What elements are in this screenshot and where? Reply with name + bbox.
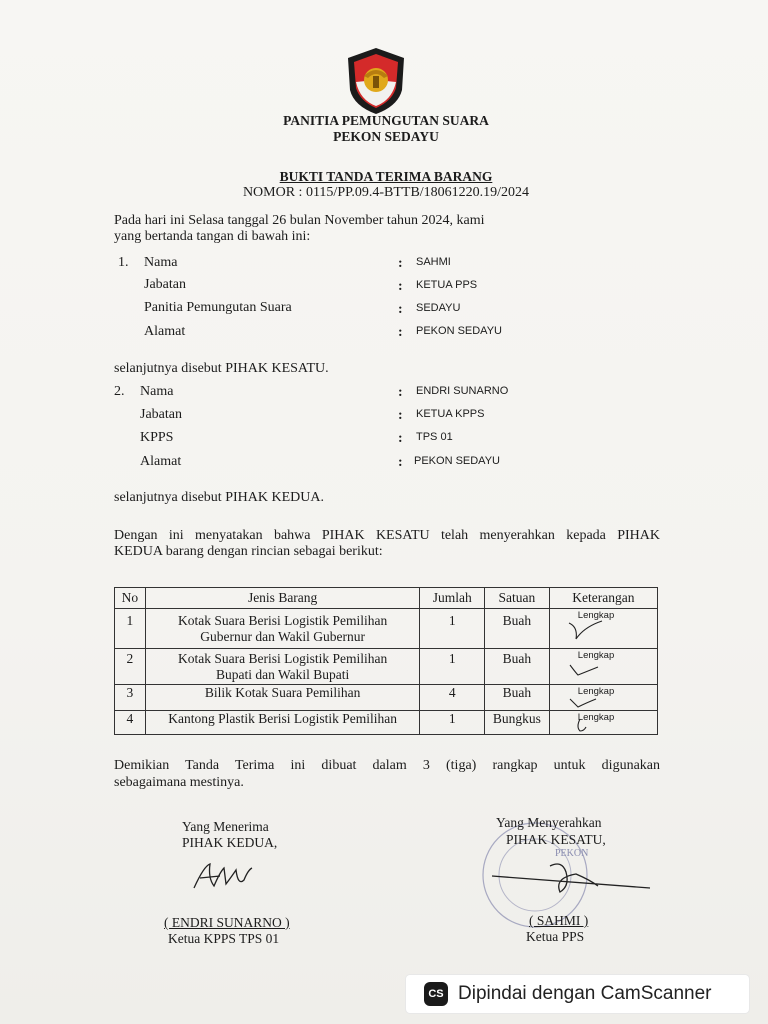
giver-label: Yang Menyerahkan (496, 815, 602, 830)
table-row (115, 649, 658, 685)
handwritten-remark: Lengkap (577, 712, 615, 723)
cell-item-type (145, 711, 420, 735)
cell-unit: Bungkus (485, 711, 550, 735)
statement-line-1: Dengan ini menyatakan bahwa PIHAK KESATU telah menyerahkan kepada PIHAK (114, 528, 660, 543)
party1-name-value: SAHMI (416, 256, 451, 268)
cell-item-type (145, 685, 420, 711)
checkmark-icon (566, 719, 606, 739)
cell-remarks (549, 649, 657, 685)
header-remarks: Keterangan (549, 588, 657, 609)
table-header-row (115, 588, 658, 609)
org-name: PANITIA PEMUNGUTAN SUARA (283, 113, 489, 128)
colon: : (398, 256, 403, 271)
statement-line-2: KEDUA barang dengan rincian sebagai berikut: (114, 544, 383, 559)
colon: : (398, 455, 403, 470)
checkmark-icon (566, 617, 606, 643)
table-row (115, 609, 658, 649)
cell-item-type (145, 609, 420, 649)
giver-signature (490, 858, 660, 898)
party2-address-value: PEKON SEDAYU (414, 455, 500, 467)
party1-position-label: Jabatan (144, 277, 186, 292)
camscanner-icon: CS (424, 982, 448, 1006)
colon: : (398, 302, 403, 317)
party1-address-label: Alamat (144, 324, 186, 339)
table-row (115, 685, 658, 711)
party1-name-label: Nama (144, 255, 178, 270)
party2-designation: selanjutnya disebut PIHAK KEDUA. (114, 490, 324, 505)
party2-kpps-value: TPS 01 (416, 431, 453, 443)
party1-committee-value: SEDAYU (416, 302, 461, 314)
document-title: BUKTI TANDA TERIMA BARANG (279, 169, 493, 184)
party1-designation: selanjutnya disebut PIHAK KESATU. (114, 361, 329, 376)
intro-line-2: yang bertanda tangan di bawah ini: (114, 229, 311, 244)
cell-remarks (549, 711, 657, 735)
party2-position-value: KETUA KPPS (416, 408, 485, 420)
receiver-position: Ketua KPPS TPS 01 (168, 931, 280, 946)
colon: : (398, 279, 403, 294)
header-item-type: Jenis Barang (145, 588, 420, 609)
header-no: No (115, 588, 146, 609)
cell-unit: Buah (485, 685, 550, 711)
colon: : (398, 408, 403, 423)
party1-number: 1. (118, 255, 129, 270)
giver-position: Ketua PPS (526, 929, 585, 944)
items-table (114, 587, 658, 735)
receiver-party: PIHAK KEDUA, (182, 835, 278, 850)
cell-item-type (145, 649, 420, 685)
closing-line-1: Demikian Tanda Terima ini dibuat dalam 3 (tiga) rangkap untuk digunakan (114, 758, 660, 773)
cell-no: 1 (115, 609, 146, 649)
cell-no: 4 (115, 711, 146, 735)
receiver-signature (190, 858, 260, 894)
colon: : (398, 325, 403, 340)
cell-no: 2 (115, 649, 146, 685)
party2-number: 2. (114, 384, 125, 399)
stamp-text: PEKON (555, 848, 589, 859)
closing-line-2: sebagaimana mestinya. (114, 775, 244, 790)
party2-position-label: Jabatan (140, 407, 182, 422)
table-row (115, 711, 658, 735)
camscanner-watermark (406, 975, 749, 1013)
receiver-label: Yang Menerima (182, 819, 269, 834)
cell-item-line: Gubernur dan Wakil Gubernur (200, 629, 365, 644)
cell-item-line: Bilik Kotak Suara Pemilihan (204, 685, 361, 700)
giver-name: ( SAHMI ) (529, 913, 589, 928)
org-subname: PEKON SEDAYU (333, 129, 439, 144)
party2-kpps-label: KPPS (140, 430, 174, 445)
cell-quantity: 1 (420, 649, 485, 685)
party1-address-value: PEKON SEDAYU (416, 325, 502, 337)
intro-line-1: Pada hari ini Selasa tanggal 26 bulan November tahun 2024, kami (114, 213, 485, 228)
header-quantity: Jumlah (420, 588, 485, 609)
colon: : (398, 431, 403, 446)
cell-quantity: 1 (420, 609, 485, 649)
camscanner-text: Dipindai dengan CamScanner (458, 983, 712, 1004)
cell-quantity: 4 (420, 685, 485, 711)
party2-name-value: ENDRI SUNARNO (416, 385, 509, 397)
party1-position-value: KETUA PPS (416, 279, 478, 291)
colon: : (398, 385, 403, 400)
cell-remarks (549, 609, 657, 649)
handwritten-remark: Lengkap (577, 610, 615, 621)
receiver-name: ( ENDRI SUNARNO ) (164, 915, 290, 930)
party2-name-label: Nama (140, 384, 174, 399)
cell-no: 3 (115, 685, 146, 711)
cell-quantity: 1 (420, 711, 485, 735)
cell-unit: Buah (485, 609, 550, 649)
handwritten-remark: Lengkap (577, 686, 615, 697)
party2-address-label: Alamat (140, 454, 182, 469)
cell-unit: Buah (485, 649, 550, 685)
cell-item-line: Kotak Suara Berisi Logistik Pemilihan (178, 613, 388, 628)
kpu-logo (344, 46, 408, 116)
cell-remarks (549, 685, 657, 711)
checkmark-icon (566, 657, 606, 683)
document-number: NOMOR : 0115/PP.09.4-BTTB/18061220.19/2024 (242, 185, 530, 200)
handwritten-remark: Lengkap (577, 650, 615, 661)
party1-committee-label: Panitia Pemungutan Suara (144, 300, 292, 315)
giver-party: PIHAK KESATU, (506, 832, 606, 847)
cell-item-line: Kantong Plastik Berisi Logistik Pemilihan (168, 711, 397, 726)
header-unit: Satuan (485, 588, 550, 609)
cell-item-line: Bupati dan Wakil Bupati (215, 667, 350, 682)
cell-item-line: Kotak Suara Berisi Logistik Pemilihan (178, 651, 388, 666)
